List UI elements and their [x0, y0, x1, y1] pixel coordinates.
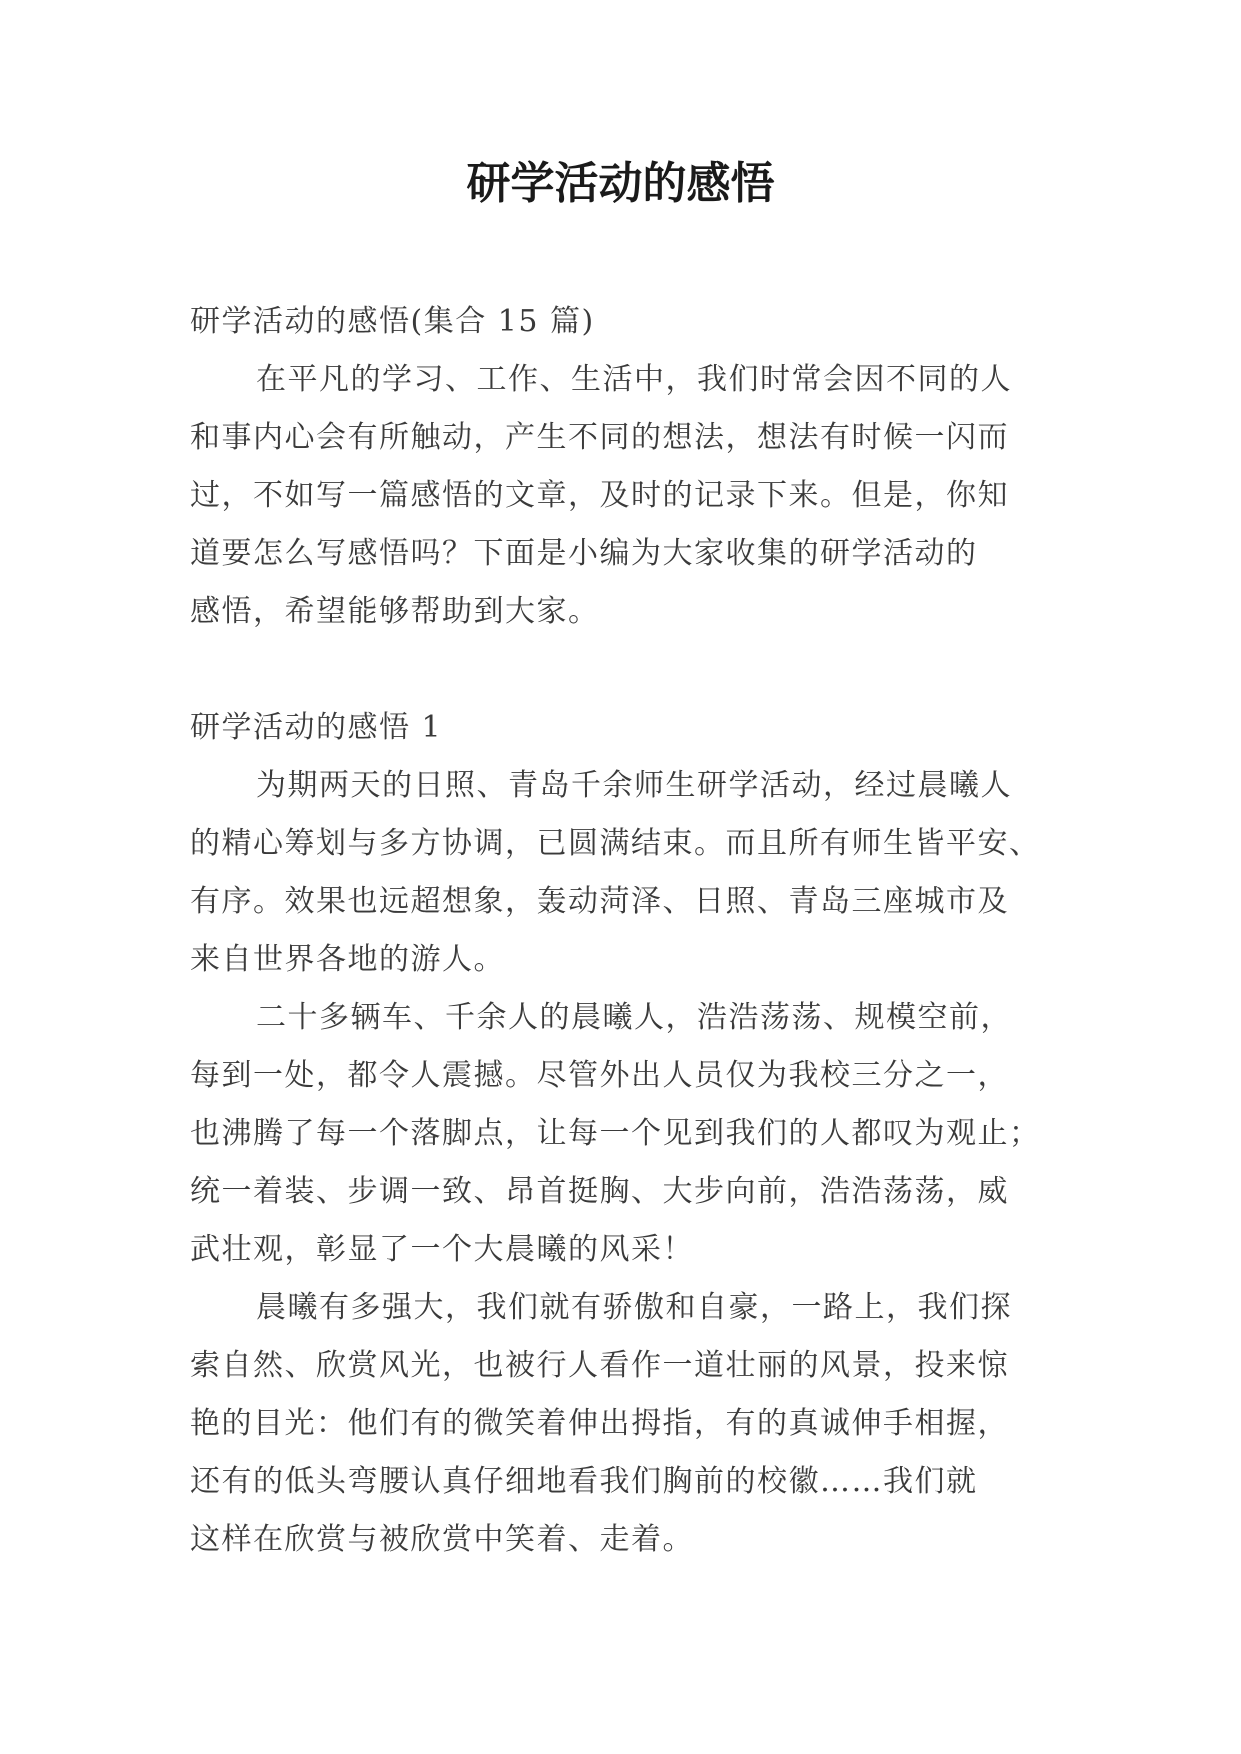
document-title: 研学活动的感悟	[466, 158, 775, 209]
paragraph-line: 统一着装、步调一致、昂首挺胸、大步向前，浩浩荡荡，威	[190, 1174, 1009, 1209]
paragraph-line: 晨曦有多强大，我们就有骄傲和自豪，一路上，我们探	[256, 1290, 1012, 1325]
paragraph-line: 过，不如写一篇感悟的文章，及时的记录下来。但是，你知	[190, 478, 1009, 513]
document-body	[190, 293, 1070, 1569]
paragraph-line: 也沸腾了每一个落脚点，让每一个见到我们的人都叹为观止；	[190, 1116, 1041, 1151]
intro-paragraph	[190, 351, 1070, 641]
paragraph-line: 这样在欣赏与被欣赏中笑着、走着。	[190, 1522, 694, 1557]
body-paragraph-2	[190, 989, 1070, 1279]
paragraph-line: 艳的目光：他们有的微笑着伸出拇指，有的真诚伸手相握，	[190, 1406, 1009, 1441]
paragraph-line: 有序。效果也远超想象，轰动菏泽、日照、青岛三座城市及	[190, 884, 1009, 919]
paragraph-line: 和事内心会有所触动，产生不同的想法，想法有时候一闪而	[190, 420, 1009, 455]
paragraph-line: 为期两天的日照、青岛千余师生研学活动，经过晨曦人	[256, 768, 1012, 803]
paragraph-line: 来自世界各地的游人。	[190, 942, 505, 977]
paragraph-line: 道要怎么写感悟吗？下面是小编为大家收集的研学活动的	[190, 536, 978, 571]
paragraph-line: 索自然、欣赏风光，也被行人看作一道壮丽的风景，投来惊	[190, 1348, 1009, 1383]
paragraph-line: 的精心筹划与多方协调，已圆满结束。而且所有师生皆平安、	[190, 826, 1041, 861]
paragraph-line: 在平凡的学习、工作、生活中，我们时常会因不同的人	[256, 362, 1012, 397]
document-subtitle: 研学活动的感悟(集合 15 篇)	[190, 304, 595, 339]
paragraph-line: 每到一处，都令人震撼。尽管外出人员仅为我校三分之一，	[190, 1058, 1009, 1093]
body-paragraph-3	[190, 1279, 1070, 1569]
section-heading: 研学活动的感悟 1	[190, 710, 443, 745]
section-spacer	[190, 641, 1070, 699]
paragraph-line: 武壮观，彰显了一个大晨曦的风采！	[190, 1232, 694, 1267]
paragraph-line: 二十多辆车、千余人的晨曦人，浩浩荡荡、规模空前，	[256, 1000, 1012, 1035]
paragraph-line: 还有的低头弯腰认真仔细地看我们胸前的校徽……我们就	[190, 1464, 978, 1499]
paragraph-line: 感悟，希望能够帮助到大家。	[190, 594, 600, 629]
body-paragraph-1	[190, 757, 1070, 989]
